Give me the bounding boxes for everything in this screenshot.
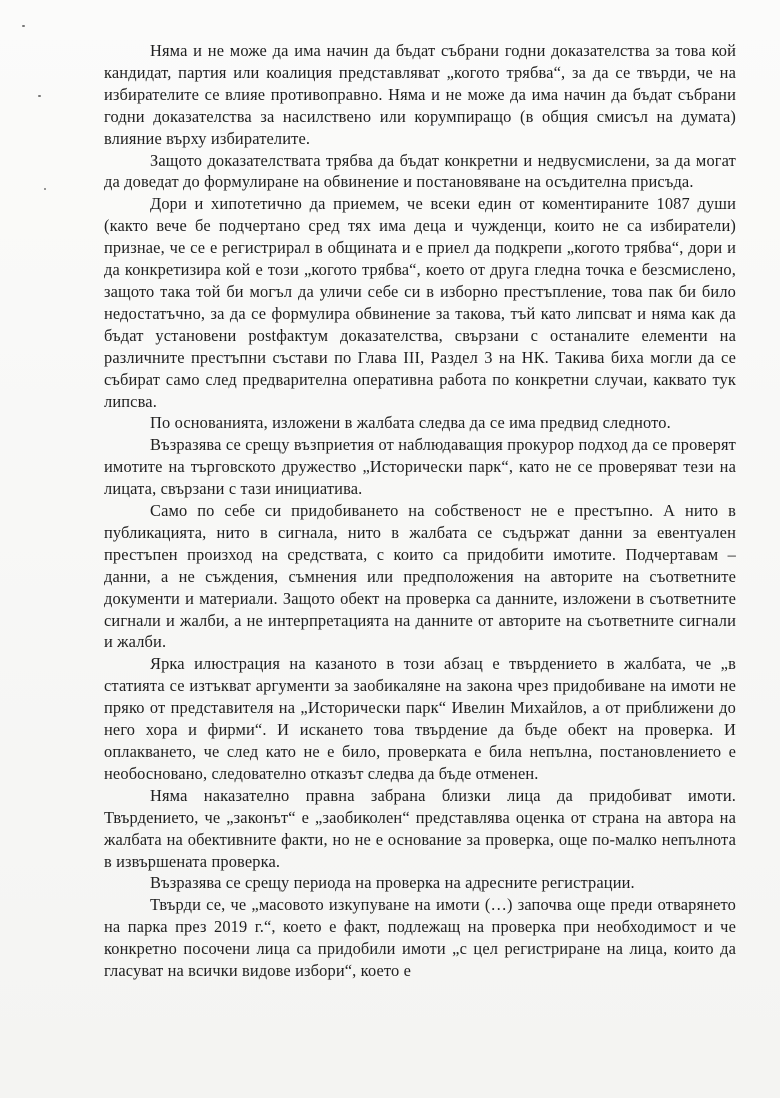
document-body (104, 40, 736, 982)
scan-speck (44, 188, 46, 190)
paragraph: Твърди се, че „масовото изкупуване на имоти (…) започва още преди отварянето на парка през 2019 г.“, което е факт, подлежащ на проверка при необходимост и че конкретно посочени лица са придобили имоти „с цел регистриране на лица, които да гласуват на всички видове избори“, което е (104, 895, 736, 981)
paragraph: Само по себе си придобиването на собственост не е престъпно. А нито в публикацията, нито в сигнала, нито в жалбата се съдържат данни за евентуален престъпен произход на средствата, с които са придобити имотите. Подчертавам – данни, а не съждения, съмнения или предположения на авторите на съответните документи и материали. Защото обект на проверка са данните, изложени в съответните сигнали и жалби, а не интерпретацията на данните от авторите на съответните сигнали и жалби. (104, 501, 736, 652)
paragraph: Защото доказателствата трябва да бъдат конкретни и недвусмислени, за да могат да доведат до формулиране на обвинение и постановяване на осъдителна присъда. (104, 150, 736, 192)
scan-speck (38, 95, 41, 97)
paragraph: По основанията, изложени в жалбата следва да се има предвид следното. (150, 413, 671, 433)
paragraph: Няма и не може да има начин да бъдат събрани годни доказателства за това кой кандидат, партия или коалиция представляват „когото трябва“, за да се твърди, че на избирателите се влияе противоправно. Няма и не може да има начин да бъдат събрани годни доказателства за насилствено или корумпиращо (в общия смисъл на думата) влияние върху избирателите. (104, 41, 736, 148)
paragraph: Дори и хипотетично да приемем, че всеки един от коментираните 1087 души (както вече бе подчертано сред тях има деца и чужденци, които не са избиратели) признае, че се е регистрирал в общината и е приел да подкрепи „когото трябва“, дори и да конкретизира кой е този „когото трябва“, което от друга гледна точка е безсмислено, защото така той би могъл да уличи себе си в изборно престъпление, това пак би било недостатъчно, за да се формулира обвинение за такова, тъй като липсват и няма как да бъдат установени postфактум доказателства, свързани с останалите елементи на различните престъпни състави по Глава III, Раздел 3 на НК. Такива биха могли да се събират само след предварителна оперативна работа по конкретни случаи, каквато тук липсва. (104, 194, 736, 411)
scan-speck (22, 25, 25, 27)
paragraph: Няма наказателно правна забрана близки лица да придобиват имоти. Твърдението, че „законът“ е „заобиколен“ представлява оценка от страна на автора на жалбата на обективните факти, но не е основание за проверка, още по-малко непълнота в извършената проверка. (104, 785, 736, 871)
paragraph: Възразява се срещу възприетия от наблюдаващия прокурор подход да се проверят имотите на търговското дружество „Исторически парк“, като не се проверяват тези на лицата, свързани с тази инициатива. (104, 435, 736, 499)
paragraph: Ярка илюстрация на казаното в този абзац е твърдението в жалбата, че „в статията се изтъкват аргументи за заобикаляне на закона чрез придобиване на имоти не пряко от представителя на „Исторически парк“ Ивелин Михайлов, а от приближени до него хора и фирми“. И искането това твърдение да бъде обект на проверка. И оплакването, че след като не е било, проверката е била непълна, постановлението е необосновано, следователно отказът следва да бъде отменен. (104, 654, 736, 783)
paragraph: Възразява се срещу периода на проверка на адресните регистрации. (150, 873, 635, 893)
